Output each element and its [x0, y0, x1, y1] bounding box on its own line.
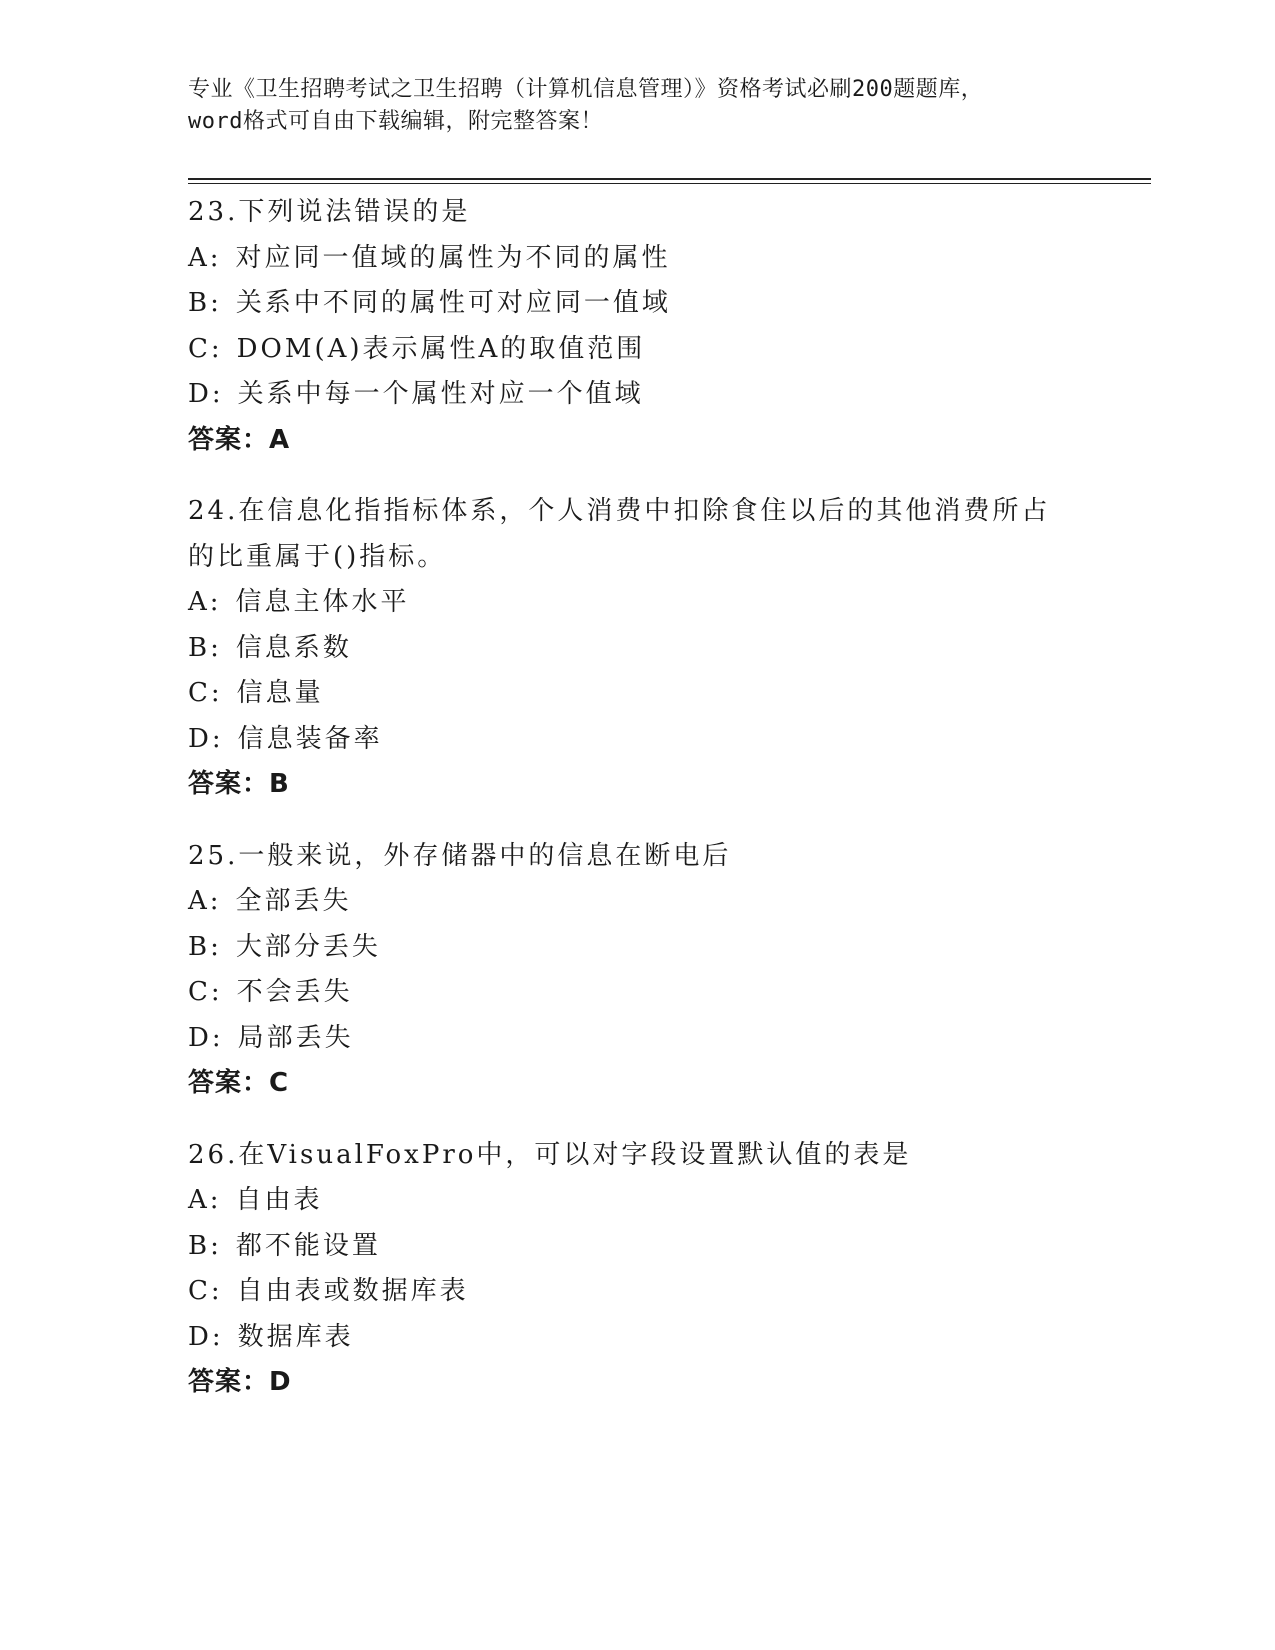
option-key: A: [188, 242, 222, 273]
option-a [188, 879, 1088, 925]
option-c [188, 671, 1088, 717]
option-text: 局部丢失 [237, 1022, 354, 1053]
option-c [188, 970, 1088, 1016]
option-b [188, 925, 1088, 971]
option-text: 大部分丢失 [235, 931, 381, 962]
question-26 [188, 1133, 1088, 1406]
option-key: A: [188, 1185, 222, 1215]
header-title-line-2: word格式可自由下载编辑，附完整答案！ [188, 109, 603, 134]
header-title-line-1: 专业《卫生招聘考试之卫生招聘（计算机信息管理）》资格考试必刷200题题库， [188, 77, 984, 102]
option-text: 信息量 [236, 678, 324, 708]
option-text: 信息主体水平 [235, 587, 410, 617]
option-text: 自由表或数据库表 [236, 1276, 469, 1306]
option-text: 信息系数 [235, 632, 352, 663]
option-key: D: [188, 379, 224, 409]
option-text: 信息装备率 [237, 723, 383, 754]
header-divider-thick [188, 178, 1151, 180]
option-a [188, 580, 1088, 626]
option-key: B: [188, 632, 222, 663]
option-key: D: [188, 723, 224, 754]
option-a [188, 1178, 1088, 1224]
question-stem: 25.一般来说，外存储器中的信息在断电后 [188, 840, 732, 871]
option-text: 自由表 [235, 1185, 323, 1215]
option-key: C: [188, 1276, 223, 1306]
option-b [188, 281, 1088, 327]
option-text: DOM(A)表示属性A的取值范围 [236, 333, 646, 364]
option-key: D: [188, 1321, 224, 1352]
option-b [188, 1224, 1088, 1270]
option-text: 数据库表 [237, 1321, 354, 1352]
question-23 [188, 190, 1088, 463]
answer-label: 答案：B [188, 769, 290, 799]
option-a [188, 236, 1088, 282]
option-key: C: [188, 333, 223, 364]
option-c [188, 327, 1088, 373]
option-text: 都不能设置 [235, 1230, 381, 1261]
answer-label: 答案：C [188, 1068, 290, 1098]
question-stem: 26.在VisualFoxPro中，可以对字段设置默认值的表是 [188, 1139, 912, 1170]
option-key: C: [188, 678, 223, 708]
option-key: B: [188, 288, 222, 318]
option-d [188, 372, 1088, 418]
option-text: 关系中每一个属性对应一个值域 [237, 379, 644, 409]
question-stem: 23.下列说法错误的是 [188, 197, 471, 227]
option-key: C: [188, 977, 223, 1007]
question-24 [188, 489, 1088, 808]
option-text: 关系中不同的属性可对应同一值域 [235, 288, 671, 318]
answer-label: 答案：A [188, 424, 291, 455]
option-text: 全部丢失 [235, 886, 352, 916]
option-key: A: [188, 886, 222, 916]
document-header [188, 74, 1088, 138]
option-b [188, 626, 1088, 672]
option-d [188, 717, 1088, 763]
option-key: A: [188, 587, 222, 617]
option-c [188, 1269, 1088, 1315]
option-key: D: [188, 1022, 224, 1053]
option-text: 不会丢失 [236, 977, 353, 1007]
option-d [188, 1016, 1088, 1062]
question-25 [188, 834, 1088, 1107]
option-key: B: [188, 1230, 222, 1261]
option-d [188, 1315, 1088, 1361]
question-list [188, 190, 1088, 1432]
header-divider-thin [188, 183, 1151, 184]
question-stem: 24.在信息化指指标体系，个人消费中扣除食住以后的其他消费所占的比重属于()指标。 [188, 496, 1051, 572]
option-text: 对应同一值域的属性为不同的属性 [235, 242, 671, 273]
option-key: B: [188, 931, 222, 962]
answer-label: 答案：D [188, 1367, 292, 1397]
